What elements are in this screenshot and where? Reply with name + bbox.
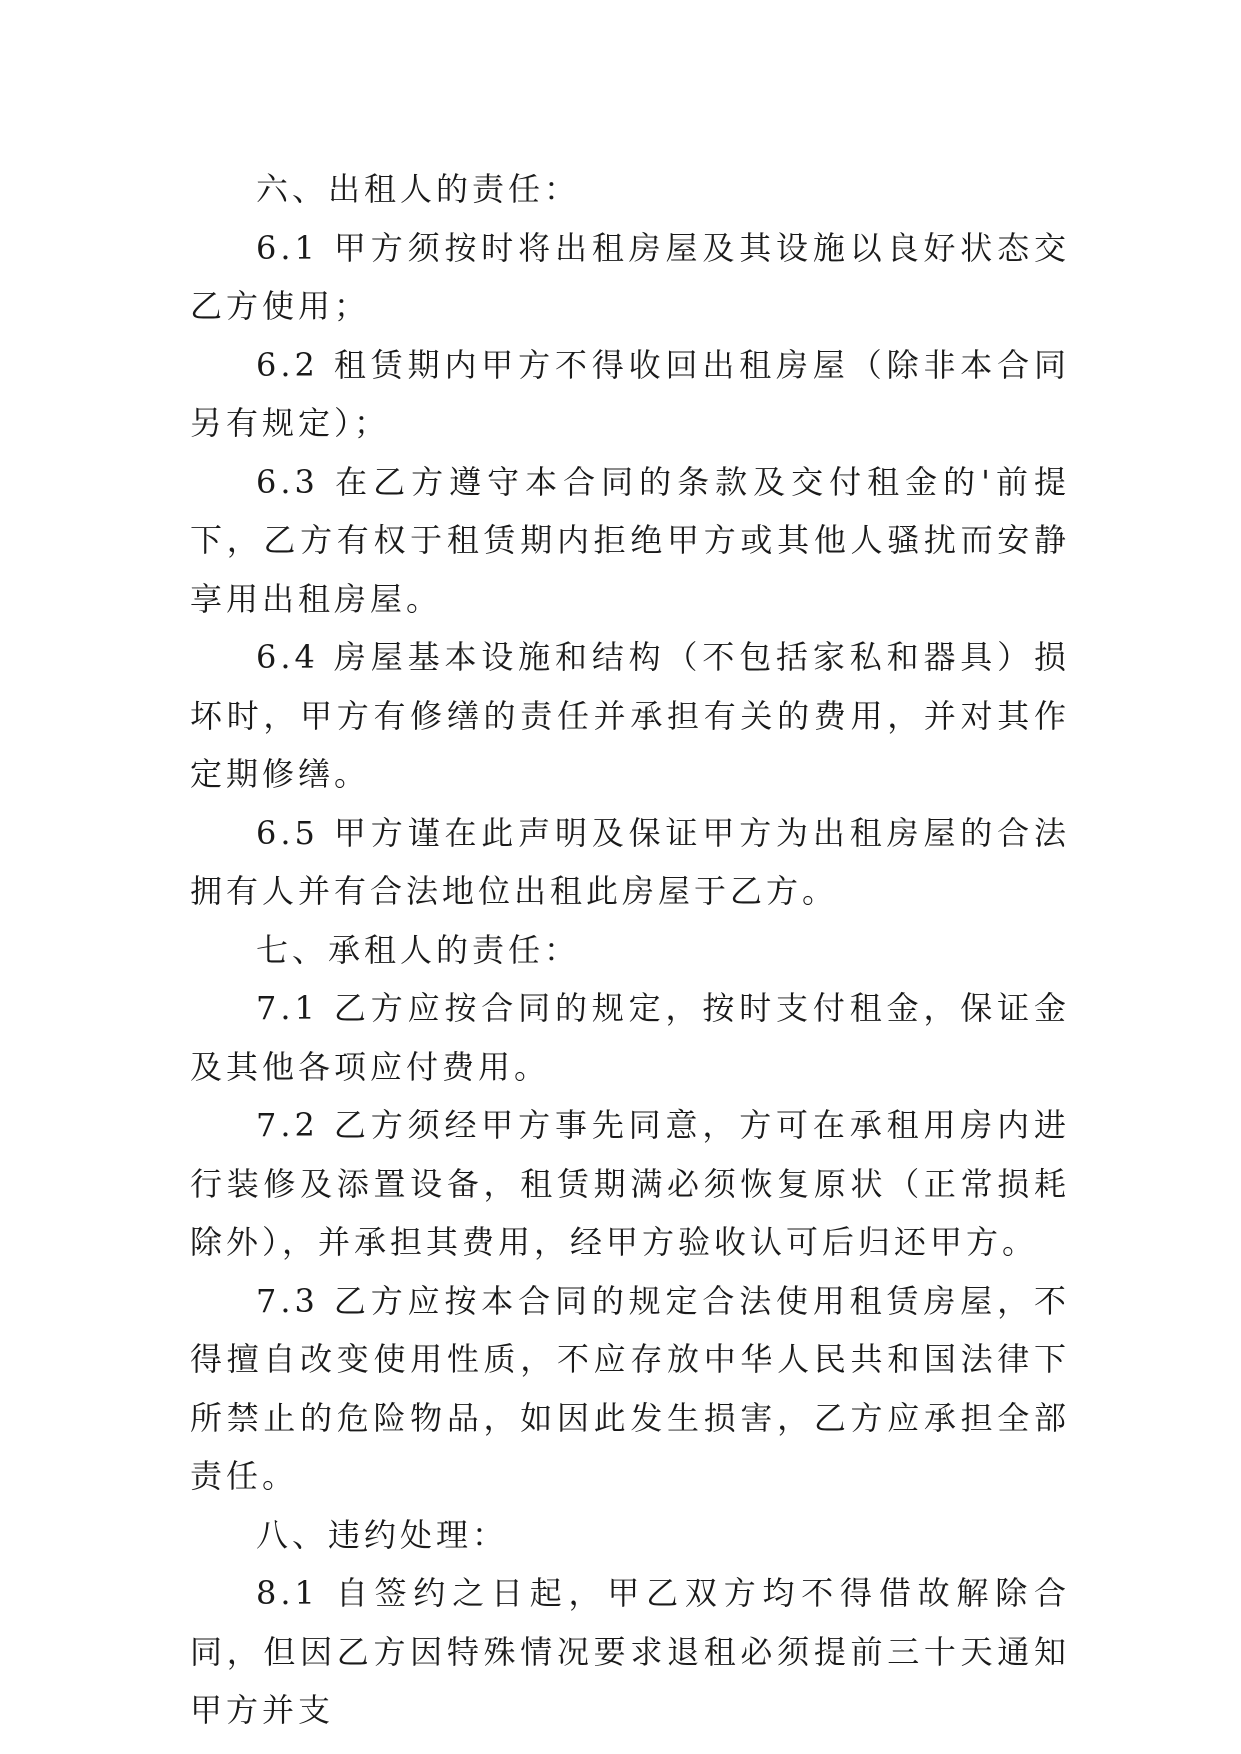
- section-heading-seven: 七、承租人的责任：: [256, 930, 581, 969]
- clause-7-1: 7.1 乙方应按合同的规定，按时支付租金，保证金及其他各项应付费用。: [190, 989, 1070, 1086]
- clause-6-4: 6.4 房屋基本设施和结构（不包括家私和器具）损坏时，甲方有修缮的责任并承担有关的费用，并对其作定期修缮。: [190, 638, 1070, 793]
- section-heading-six: 六、出租人的责任：: [256, 170, 581, 208]
- clause-8-1: 8.1 自签约之日起，甲乙双方均不得借故解除合同，但因乙方因特殊情况要求退租必须提前三十天通知甲方并支: [190, 1574, 1070, 1729]
- document-body: [190, 160, 1070, 1740]
- clause-7-2: 7.2 乙方须经甲方事先同意，方可在承租用房内进行装修及添置设备，租赁期满必须恢复原状（正常损耗除外），并承担其费用，经甲方验收认可后归还甲方。: [190, 1106, 1070, 1261]
- clause-6-3: 6.3 在乙方遵守本合同的条款及交付租金的'前提下，乙方有权于租赁期内拒绝甲方或其他人骚扰而安静享用出租房屋。: [190, 462, 1070, 618]
- clause-6-5: 6.5 甲方谨在此声明及保证甲方为出租房屋的合法拥有人并有合法地位出租此房屋于乙方。: [190, 813, 1070, 910]
- clause-7-3: 7.3 乙方应按本合同的规定合法使用租赁房屋，不得擅自改变使用性质，不应存放中华人民共和国法律下所禁止的危险物品，如因此发生损害，乙方应承担全部责任。: [190, 1281, 1070, 1495]
- clause-6-1: 6.1 甲方须按时将出租房屋及其设施以良好状态交乙方使用；: [190, 228, 1070, 325]
- clause-6-2: 6.2 租赁期内甲方不得收回出租房屋（除非本合同另有规定）；: [190, 345, 1070, 442]
- section-heading-eight: 八、违约处理：: [256, 1515, 509, 1554]
